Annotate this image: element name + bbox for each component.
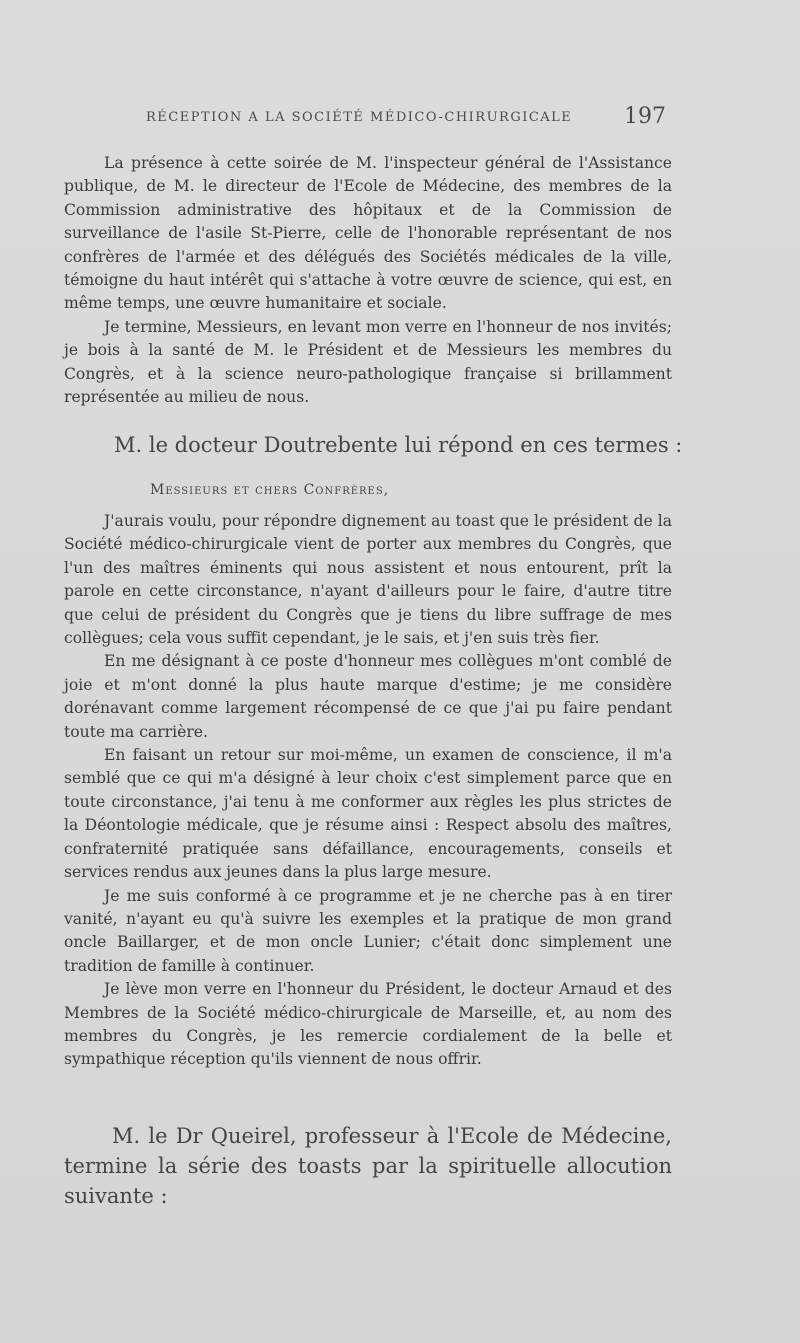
paragraph-tradition: Je me suis conformé à ce programme et je ne cherche pas à en tirer vanité, n'ayant eu qu'à suivre les exemples et la pratique de mon grand oncle Baillarger, et de mon oncle Lunier; c'était donc simplement une tradition de famille à continuer.: [64, 886, 672, 975]
page-header: [0, 104, 800, 134]
running-head: RÉCEPTION A LA SOCIÉTÉ MÉDICO-CHIRURGICALE: [146, 110, 573, 125]
salutation: Messieurs et chers Confrères,: [150, 482, 390, 498]
paragraph-presence: La présence à cette soirée de M. l'inspecteur général de l'Assistance publique, de M. le directeur de l'Ecole de Médecine, des membres de la Commission administrative des hôpitaux et de la Commission de surveillance de l'asile St-Pierre, celle de l'honorable représentant de nos confrères de l'armée et des délégués des Sociétés médicales de la ville, témoigne du haut intérêt qui s'attache à votre œuvre de science, qui est, en même temps, une œuvre humanitaire et sociale.: [64, 154, 672, 313]
section-heading-doutrebente: M. le docteur Doutrebente lui répond en ces termes :: [114, 433, 683, 457]
paragraph-closing-toast: Je lève mon verre en l'honneur du Président, le docteur Arnaud et des Membres de la Société médico-chirurgicale de Marseille, et, au nom des membres du Congrès, je les remercie cordialement de la belle et sympathique réception qu'ils viennent de nous offrir.: [64, 980, 672, 1069]
paragraph-deontology: En faisant un retour sur moi-même, un examen de conscience, il m'a semblé que ce qui m'a désigné à leur choix c'est simplement parce que en toute circonstance, j'ai tenu à me conformer aux règles les plus strictes de la Déontologie médicale, que je résume ainsi : Respect absolu des maîtres, confraternité pratiquée sans défaillance, encouragements, conseils et services rendus aux jeunes dans la plus large mesure.: [64, 746, 672, 882]
section-heading-queirel: M. le Dr Queirel, professeur à l'Ecole de Médecine, termine la série des toasts par la spirituelle allocution suivante :: [64, 1124, 672, 1208]
response-text-block: [64, 510, 672, 1072]
paragraph-honour: En me désignant à ce poste d'honneur mes collègues m'ont comblé de joie et m'ont donné la plus haute marque d'estime; je me considère dorénavant comme largement récompensé de ce que j'ai pu faire pendant toute ma carrière.: [64, 652, 672, 741]
page-number: 197: [624, 104, 666, 129]
opening-text-block: [64, 152, 672, 409]
paragraph-toast-conclusion: Je termine, Messieurs, en levant mon verre en l'honneur de nos invités; je bois à la santé de M. le Président et de Messieurs les membres du Congrès, et à la science neuro-pathologique française si brillamment représentée au milieu de nous.: [64, 317, 672, 407]
paragraph-reply-intro: J'aurais voulu, pour répondre dignement au toast que le président de la Société médico-chirurgicale vient de porter aux membres du Congrès, que l'un des maîtres éminents qui nous assistent et nous entourent, prît la parole en cette circonstance, n'ayant d'ailleurs pour le faire, d'autre titre que celui de président du Congrès que je tiens du libre suffrage de mes collègues; cela vous suffit cependant, je le sais, et j'en suis très fier.: [64, 512, 672, 648]
